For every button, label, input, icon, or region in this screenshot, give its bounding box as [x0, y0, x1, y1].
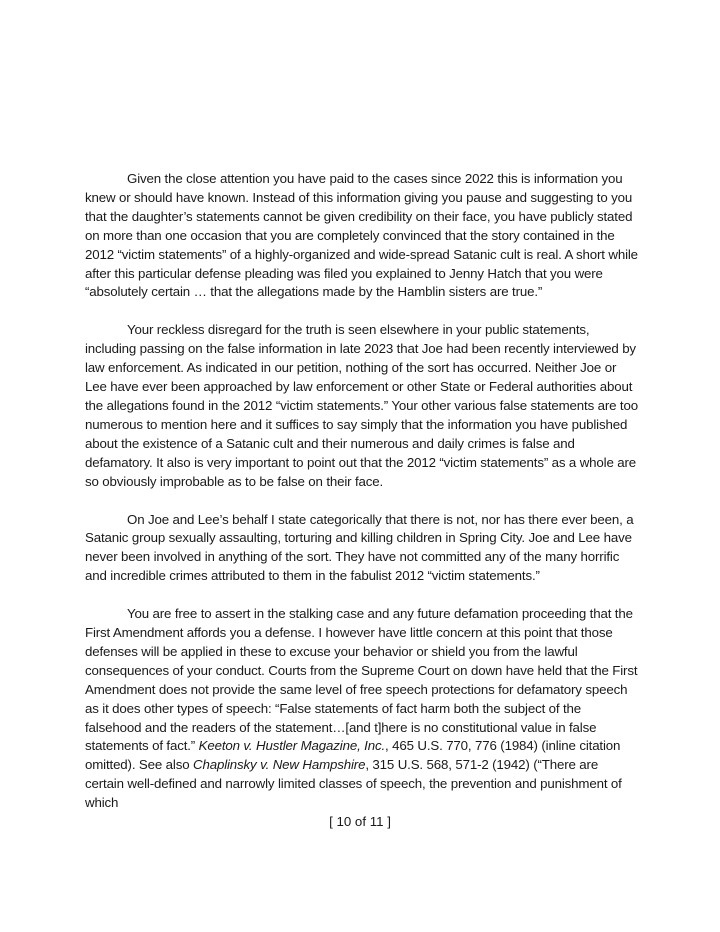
paragraph-4: [85, 605, 640, 813]
case-citation-keeton: Keeton v. Hustler Magazine, Inc.: [198, 738, 386, 754]
paragraph-1: [85, 170, 640, 302]
paragraph-text: , 315 U.S. 568, 571-2 (1942) (“There are certain well-defined and narrowly limited classes of speech, the prevention and punishment of which: [85, 757, 622, 811]
paragraph-text: On Joe and Lee’s behalf I state categorically that there is not, nor has there ever been, a Satanic group sexually assaulting, torturing and killing children in Spring City. Joe and Lee have never been involved in anything of the sort. They have not committed any of the many horrific and incredible crimes attributed to them in the fabulist 2012 “victim statements.”: [85, 511, 634, 584]
paragraph-text: You are free to assert in the stalking case and any future defamation proceeding that the First Amendment affords you a defense. I however have little concern at this point that those defenses will be applied in these to excuse your behavior or shield you from the lawful consequences of your conduct. Courts from the Supreme Court on down have held that the First Amendment does not provide the same level of free speech protections for defamatory speech as it does other types of speech: “False statements of fact harm both the subject of the falsehood and the readers of the statement…[and t]here is no constitutional value in false statements of fact.”: [85, 606, 638, 754]
paragraph-2: [85, 321, 640, 491]
paragraph-3: [85, 511, 640, 587]
paragraph-text: Given the close attention you have paid to the cases since 2022 this is information you knew or should have known. Instead of this information giving you pause and suggesting to you that the daughter’s statements cannot be given credibility on their face, you have publicly stated on more than one occasion that you are completely convinced that the story contained in the 2012 “victim statements” of a highly-organized and wide-spread Satanic cult is real. A short while after this particular defense pleading was filed you explained to Jenny Hatch that you were “absolutely certain … that the allegations made by the Hamblin sisters are true.”: [85, 171, 638, 300]
paragraph-text: , 465 U.S. 770, 776 (1984) (inline citation omitted). See also: [85, 738, 621, 773]
letter-body: [85, 170, 640, 813]
page-number: [ 10 of 11 ]: [329, 814, 391, 829]
paragraph-text: Your reckless disregard for the truth is seen elsewhere in your public statements, including passing on the false information in late 2023 that Joe had been recently interviewed by law enforcement. As indicated in our petition, nothing of the sort has occurred. Neither Joe or Lee have ever been approached by law enforcement or other State or Federal authorities about the allegations found in the 2012 “victim statements.” Your other various false statements are too numerous to mention here and it suffices to say simply that the information you have published about the existence of a Satanic cult and their numerous and daily crimes is false and defamatory. It also is very important to point out that the 2012 “victim statements” as a whole are so obviously improbable as to be false on their face.: [85, 322, 638, 489]
case-citation-chaplinsky: Chaplinsky v. New Hampshire: [193, 757, 366, 773]
